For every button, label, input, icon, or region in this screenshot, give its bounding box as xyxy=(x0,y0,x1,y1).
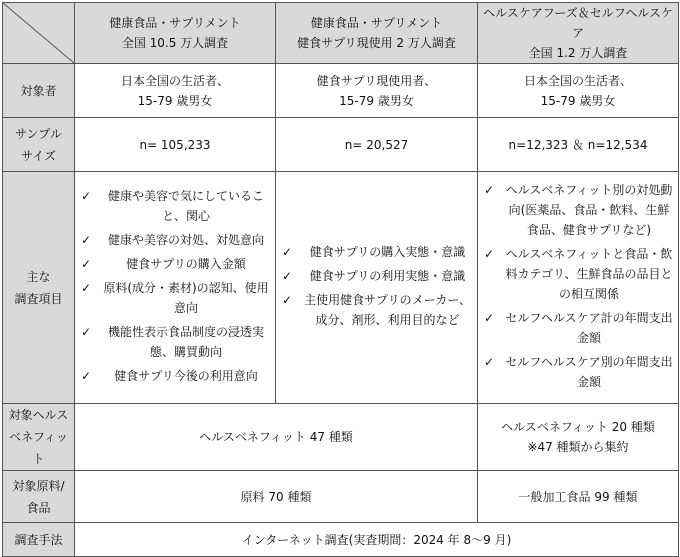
target-col1 xyxy=(75,64,276,118)
items-label-line2: 調査項目 xyxy=(14,291,63,306)
target-col2 xyxy=(276,64,478,118)
items-col1-list xyxy=(79,186,271,386)
benefit-row xyxy=(3,404,679,471)
checklist-item-text: 機能性表示食品制度の浸透実態、購買動向 xyxy=(107,324,264,359)
check-icon: ✓ xyxy=(282,292,293,307)
items-col3-list xyxy=(482,180,674,392)
checklist-item-text: 健食サプリの購入実態・意識 xyxy=(309,244,466,259)
checklist-item xyxy=(79,230,271,250)
items-col2 xyxy=(276,172,478,404)
material-label-line1: 対象原料/ xyxy=(12,478,65,493)
checklist-item xyxy=(482,180,674,240)
checklist-item-text: 健康や美容の対処、対処意向 xyxy=(107,232,264,247)
checklist-item-text: 健康や美容で気にしていること、関心 xyxy=(107,188,264,223)
check-icon: ✓ xyxy=(81,256,92,271)
material-col3: 一般加工食品 99 種類 xyxy=(478,471,679,523)
checklist-item-text: ヘルスベネフィット別の対処動向(医薬品、食品・飲料、生鮮食品、健食サプリなど) xyxy=(505,182,673,237)
header-col3-line2: 全国 1.2 万人調査 xyxy=(528,46,628,60)
check-icon: ✓ xyxy=(484,246,495,261)
header-col3-line1: ヘルスケアフーズ＆セルフヘルスケア xyxy=(483,6,673,40)
survey-overview-table xyxy=(2,2,679,557)
check-icon: ✓ xyxy=(81,368,92,383)
check-icon: ✓ xyxy=(81,232,92,247)
checklist-item xyxy=(79,278,271,318)
corner-cell xyxy=(3,3,75,64)
target-col3 xyxy=(478,64,679,118)
checklist-item xyxy=(79,366,271,386)
target-col1-line1: 日本全国の生活者、 xyxy=(120,73,229,88)
check-icon: ✓ xyxy=(282,244,293,259)
header-col3 xyxy=(478,3,679,64)
checklist-item xyxy=(79,254,271,274)
benefit-label-line2: ベネフィット xyxy=(8,430,69,466)
material-label-line2: 食品 xyxy=(26,500,51,515)
checklist-item xyxy=(482,352,674,392)
sample-label-line2: サイズ xyxy=(20,148,57,163)
sample-col2: n= 20,527 xyxy=(276,118,478,172)
checklist-item xyxy=(280,290,473,330)
items-col2-list xyxy=(280,242,473,330)
checklist-item xyxy=(482,244,674,304)
checklist-item-text: 健食サプリ今後の利用意向 xyxy=(114,368,258,383)
check-icon: ✓ xyxy=(81,324,92,339)
sample-col1: n= 105,233 xyxy=(75,118,276,172)
header-col1-line2: 全国 10.5 万人調査 xyxy=(121,36,229,50)
checklist-item-text: 原料(成分・素材)の認知、使用意向 xyxy=(103,280,269,315)
checklist-item-text: セルフヘルスケア別の年間支出金額 xyxy=(505,354,673,389)
sample-label xyxy=(3,118,75,172)
check-icon: ✓ xyxy=(282,268,293,283)
checklist-item-text: 健食サプリの利用実態・意識 xyxy=(309,268,466,283)
checklist-item xyxy=(280,242,473,262)
header-col2-line1: 健康食品・サプリメント xyxy=(310,16,443,30)
checklist-item-text: ヘルスベネフィットと食品・飲料カテゴリ、生鮮食品の品目との相互関係 xyxy=(505,246,673,301)
material-row xyxy=(3,471,679,523)
items-label-line1: 主な xyxy=(26,269,51,284)
target-col1-line2: 15-79 歳男女 xyxy=(137,93,213,108)
benefit-col12: ヘルスベネフィット 47 種類 xyxy=(75,404,478,471)
material-label xyxy=(3,471,75,523)
checklist-item-text: 健食サプリの購入金額 xyxy=(126,256,246,271)
target-col3-line2: 15-79 歳男女 xyxy=(540,93,616,108)
check-icon: ✓ xyxy=(484,182,495,197)
checklist-item xyxy=(280,266,473,286)
header-col1-line1: 健康食品・サプリメント xyxy=(109,16,241,30)
items-label xyxy=(3,172,75,404)
benefit-label-line1: 対象ヘルス xyxy=(8,408,69,422)
benefit-col3-line1: ヘルスベネフィット 20 種類 xyxy=(501,420,655,434)
checklist-item-text: セルフヘルスケア計の年間支出金額 xyxy=(505,310,673,345)
target-row xyxy=(3,64,679,118)
check-icon: ✓ xyxy=(484,310,495,325)
header-row xyxy=(3,3,679,64)
checklist-item xyxy=(482,308,674,348)
items-row xyxy=(3,172,679,404)
sample-label-line1: サンプル xyxy=(15,126,62,141)
items-col3 xyxy=(478,172,679,404)
header-col2-line2: 健食サプリ現使用 2 万人調査 xyxy=(297,36,456,50)
benefit-label xyxy=(3,404,75,471)
check-icon: ✓ xyxy=(81,188,92,203)
method-row xyxy=(3,523,679,557)
target-col2-line1: 健食サプリ現使用者、 xyxy=(316,73,437,88)
items-col1 xyxy=(75,172,276,404)
header-col1 xyxy=(75,3,276,64)
target-label: 対象者 xyxy=(3,64,75,118)
method-value: インターネット調査(実査期間：2024 年 8～9 月) xyxy=(75,523,679,557)
checklist-item xyxy=(79,322,271,362)
benefit-col3 xyxy=(478,404,679,471)
material-col12: 原料 70 種類 xyxy=(75,471,478,523)
check-icon: ✓ xyxy=(484,354,495,369)
header-col2 xyxy=(276,3,478,64)
method-label: 調査手法 xyxy=(3,523,75,557)
sample-col3: n=12,323 ＆ n=12,534 xyxy=(478,118,679,172)
sample-row xyxy=(3,118,679,172)
diagonal-line xyxy=(3,3,74,63)
checklist-item xyxy=(79,186,271,226)
check-icon: ✓ xyxy=(81,280,92,295)
checklist-item-text: 主使用健食サプリのメーカー、成分、剤形、利用目的など xyxy=(304,292,471,327)
benefit-col3-line2: ※47 種類から集約 xyxy=(527,440,629,454)
target-col2-line2: 15-79 歳男女 xyxy=(339,93,414,108)
target-col3-line1: 日本全国の生活者、 xyxy=(523,73,632,88)
